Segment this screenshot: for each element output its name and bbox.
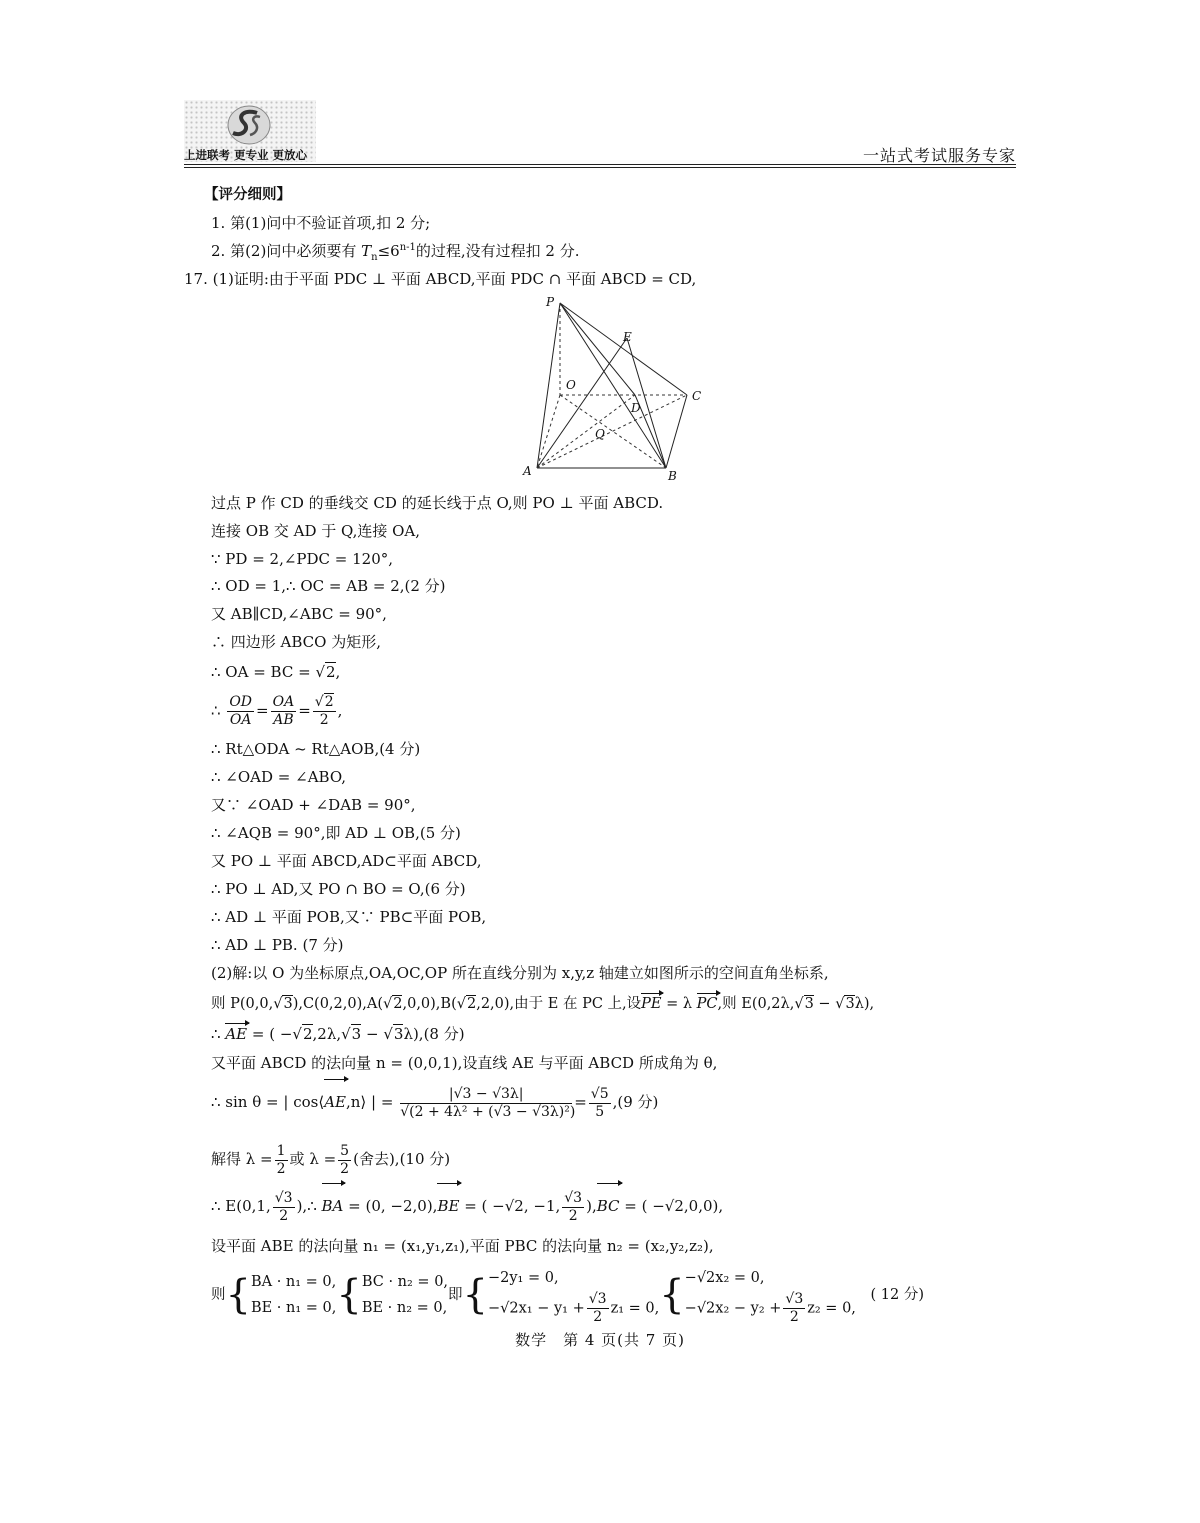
system-pbc: BC · n₂ = 0, BE · n₂ = 0, bbox=[361, 1274, 449, 1316]
proof-line-12: ∴ ∠AQB = 90°,即 AD ⊥ OB,(5 分) bbox=[211, 824, 461, 842]
proof-line-15: ∴ AD ⊥ 平面 POB,又∵ PB⊂平面 POB, bbox=[211, 908, 487, 926]
scoring-rule-2: 2. 第(2)问中必须要有 $T_n\le 6^{n-1}$的过程,没有过程扣 2 分. bbox=[211, 242, 580, 263]
pyramid-figure bbox=[515, 292, 715, 487]
label-P: P bbox=[546, 295, 555, 309]
part2-line-2: 则 P(0,0,√3),C(0,2,0),A(√2,0,0),B(√2,2,0),由于 E 在 PC 上,设PE = λ PC,则 E(0,2λ,√3 − √3λ), bbox=[211, 996, 875, 1012]
system-abe: BA · n₁ = 0, BE · n₁ = 0, bbox=[250, 1274, 337, 1316]
proof-line-4: ∴ OD = 1,∴ OC = AB = 2,(2 分) bbox=[211, 577, 446, 595]
page-footer: 数学 第 4 页(共 7 页) bbox=[515, 1331, 685, 1349]
edge-AC bbox=[537, 395, 687, 468]
part2-line-5: ∴ sin θ = | cos⟨AE,n⟩ | = $\frac{|√3 - √3\lambda|}{\text{√(2 + 4λ² + (√3 − √3λ)²)}}$ = $\frac{√5}{5}$ ,(9 分) bbox=[211, 1080, 658, 1124]
part2-line-1: (2)解:以 O 为坐标原点,OA,OC,OP 所在直线分别为 x,y,z 轴建立如图所示的空间直角坐标系, bbox=[211, 964, 829, 982]
header-rule bbox=[184, 164, 1016, 165]
scoring-title: 【评分细则】 bbox=[204, 187, 291, 203]
part2-line-6: 解得 λ = $\frac{1}{2}$ 或 λ = $\frac{5}{2}$ (舍去),(10 分) bbox=[211, 1142, 451, 1177]
logo-slogan: 上进联考 更专业 更放心 bbox=[184, 148, 308, 162]
proof-line-2: 连接 OB 交 AD 于 Q,连接 OA, bbox=[211, 522, 421, 540]
system-abe-expanded: −2y₁ = 0, −√2x₁ − y₁ + $\frac{√3}{2}$ z₁ = 0, bbox=[487, 1269, 660, 1325]
proof-line-5: 又 AB∥CD,∠ABC = 90°, bbox=[211, 605, 387, 623]
edge-AD bbox=[537, 395, 635, 468]
logo-icon bbox=[224, 103, 274, 147]
label-E: E bbox=[623, 330, 632, 344]
proof-line-10: ∴ ∠OAD = ∠ABO, bbox=[211, 768, 347, 786]
q17-intro: 17. (1)证明:由于平面 PDC ⊥ 平面 ABCD,平面 PDC ∩ 平面 ABCD = CD, bbox=[184, 270, 697, 288]
score-12: ( 12 分) bbox=[870, 1287, 924, 1303]
part2-line-7: ∴ E(0,1, $\frac{√3}{2}$ ),∴ BA = (0, −2,0),BE = ( −√2, −1, $\frac{√3}{2}$ ),BC = ( −√2,0,0), bbox=[211, 1184, 723, 1228]
header-rule bbox=[184, 167, 1016, 168]
proof-line-8: ∴ $\frac{OD}{OA}$ = $\frac{OA}{AB}$ = $\frac{√2}{2}$ , bbox=[211, 694, 343, 728]
label-D: D bbox=[631, 401, 641, 415]
part2-line-3: ∴ AE = ( −√2,2λ,√3 − √3λ),(8 分) bbox=[211, 1025, 465, 1043]
proof-line-1: 过点 P 作 CD 的垂线交 CD 的延长线于点 O,则 PO ⊥ 平面 ABCD. bbox=[211, 494, 664, 512]
proof-line-6: ∴ 四边形 ABCO 为矩形, bbox=[211, 633, 381, 651]
proof-line-14: ∴ PO ⊥ AD,又 PO ∩ BO = O,(6 分) bbox=[211, 880, 466, 898]
system-pbc-expanded: −√2x₂ = 0, −√2x₂ − y₂ + $\frac{√3}{2}$ z₂ = 0, bbox=[684, 1269, 856, 1325]
part2-line-8: 设平面 ABE 的法向量 n₁ = (x₁,y₁,z₁),平面 PBC 的法向量 n₂ = (x₂,y₂,z₂), bbox=[211, 1237, 714, 1255]
proof-line-11: 又∵ ∠OAD + ∠DAB = 90°, bbox=[211, 796, 416, 814]
label-Q: Q bbox=[595, 427, 605, 441]
part2-line-9: 则{ BA · n₁ = 0, BE · n₁ = 0, { BC · n₂ = 0, BE · n₂ = 0, 即{ −2y₁ = 0, −√2x₁ − y₁ + $\frac{√3}{2}$ z₁ = 0, { −√2x₂ = 0, −√2x₂ − y₂ + $\frac{√3}{2}$ z₂ = 0, ( 12 分) bbox=[211, 1264, 924, 1326]
label-C: C bbox=[692, 389, 702, 403]
edge-PA bbox=[537, 303, 560, 468]
proof-line-9: ∴ Rt△ODA ~ Rt△AOB,(4 分) bbox=[211, 740, 421, 758]
part2-line-4: 又平面 ABCD 的法向量 n = (0,0,1),设直线 AE 与平面 ABCD 所成角为 θ, bbox=[211, 1054, 718, 1072]
scoring-rule-1: 1. 第(1)问中不验证首项,扣 2 分; bbox=[211, 214, 431, 232]
edge-OA bbox=[537, 395, 560, 468]
edge-BC bbox=[666, 395, 687, 468]
header-tagline: 一站式考试服务专家 bbox=[862, 146, 1016, 165]
edge-AE bbox=[537, 338, 627, 468]
label-B: B bbox=[668, 469, 677, 483]
proof-line-13: 又 PO ⊥ 平面 ABCD,AD⊂平面 ABCD, bbox=[211, 852, 482, 870]
label-A: A bbox=[523, 464, 532, 478]
proof-line-3: ∵ PD = 2,∠PDC = 120°, bbox=[211, 550, 394, 568]
edge-PB bbox=[560, 303, 666, 468]
proof-line-7: ∴ OA = BC = √2, bbox=[211, 663, 341, 681]
proof-line-16: ∴ AD ⊥ PB. (7 分) bbox=[211, 936, 344, 954]
label-O: O bbox=[566, 378, 576, 392]
